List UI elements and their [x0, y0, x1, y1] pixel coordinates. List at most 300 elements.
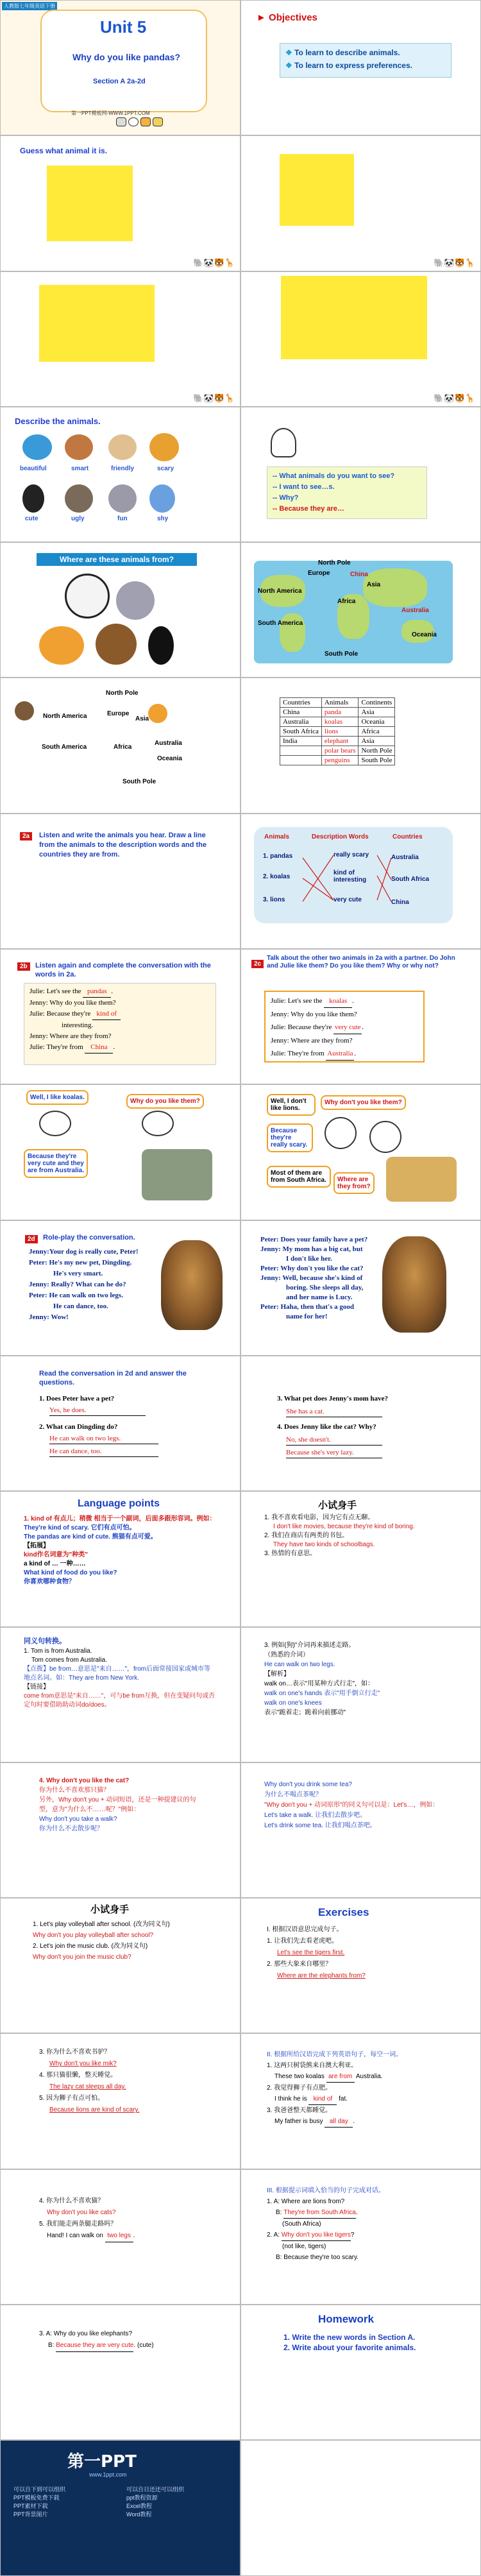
objective-text: To learn to express preferences. — [294, 61, 412, 70]
slide-task-2b — [0, 949, 240, 1084]
objectives-heading — [257, 12, 317, 23]
map-label: North Pole — [106, 690, 139, 697]
practice-answer: They have two kinds of schoolbags. — [273, 1541, 375, 1549]
slide-exercises-6 — [0, 2305, 240, 2440]
exercise-question: 3. 我爸爸整天都睡觉。 — [267, 2107, 332, 2115]
objective-text: To learn to describe animals. — [294, 48, 400, 57]
exercise-line: B: Because they're too scary. — [276, 2253, 359, 2261]
conv-text: Julie: Because they're — [271, 1023, 332, 1032]
match-line — [303, 878, 333, 900]
exercise-intro: II. 根据所给汉语完成下列英语句子，每空一词。 — [267, 2051, 403, 2059]
answer: Because she's very lazy. — [286, 1449, 382, 1458]
animal-icon: 🐘🐼🐯🦒 — [434, 393, 475, 404]
countries-table — [280, 697, 395, 765]
map-label: Europe — [308, 570, 330, 577]
exercise-hint: (South Africa) — [282, 2220, 321, 2228]
task-tag: 2d — [25, 1235, 38, 1243]
country-item: Australia — [391, 853, 419, 861]
conv-line: Julie: Because they're very cute . — [271, 1021, 418, 1034]
conv-line: Peter: Why don't you like the cat? — [260, 1264, 364, 1272]
lets-line: 为什么不喝点茶呢？ — [264, 1791, 322, 1798]
speech-bubble: Because they're really scary. — [267, 1123, 313, 1152]
synonym-line: 【点拨】be from…意思是"来自……"，from后面常接国家或城市等地点名词。如：They are from New York. — [24, 1665, 211, 1682]
dog-image — [161, 1240, 223, 1330]
ex-text: Australia. — [355, 2073, 383, 2081]
penguin-image — [22, 484, 44, 513]
practice-title: 小试身手 — [90, 1904, 130, 1916]
map-label: South America — [42, 744, 87, 751]
answer-blank: China — [85, 1042, 113, 1053]
adj-friendly: friendly — [111, 465, 135, 472]
practice-title: 小试身手 — [318, 1499, 357, 1512]
slide-blank — [240, 2440, 481, 2575]
country-item: China — [391, 898, 409, 906]
exercise-text — [267, 2049, 459, 2128]
ex-text: These two koalas — [274, 2073, 325, 2081]
lp-line: a kind of … 一种…… — [24, 1560, 86, 1568]
ex-text: I think he is — [274, 2095, 307, 2103]
ad-link[interactable]: Excel教程 — [126, 2503, 153, 2510]
task-tag: 2c — [251, 960, 264, 968]
slide-practice-1 — [240, 1491, 481, 1626]
col-header: Animals — [264, 833, 289, 840]
exercise-answer: Why don't you like mik? — [49, 2060, 117, 2068]
slide-why-dont — [0, 1762, 240, 1898]
table-cell: Asia — [359, 708, 395, 717]
dog-image — [382, 1236, 446, 1333]
match-line — [377, 855, 391, 880]
answer-blank: Australia — [326, 1047, 354, 1061]
homework-item: 1. Write the new words in Section A. — [283, 2333, 416, 2342]
peacock-image — [22, 434, 52, 460]
section-label: Section A 2a-2d — [93, 78, 146, 85]
task-instructions: Listen and write the animals you hear. Draw a line from the animals to the description words and the countries they are from. — [39, 831, 207, 858]
ex-text: Hand! I can walk on — [47, 2231, 103, 2239]
slide-exercises-2 — [0, 2033, 240, 2169]
exercise-answer: Because lions are kind of scary. — [49, 2106, 140, 2114]
walk-line: 表示"跪着走；跪着向前挪动" — [264, 1709, 346, 1716]
lets-line: "Why don't you + 动词原形"的同义句可以是：Let's…，例如： — [264, 1801, 439, 1809]
map-label: South Pole — [122, 778, 156, 786]
ad-col-right — [126, 2486, 184, 2519]
synonym-text — [24, 1647, 216, 1710]
dialog-line: -- Why? — [273, 493, 299, 502]
adj-scary: scary — [157, 465, 174, 472]
slide-exercises-5 — [240, 2169, 481, 2305]
roleplay-text — [29, 1247, 157, 1323]
describe-title: Describe the animals. — [15, 416, 101, 426]
col-header: Description Words — [312, 833, 369, 840]
exercises-title: Exercises — [318, 1906, 369, 1919]
conv-line: boring. She sleeps all day, — [286, 1283, 364, 1292]
exercise-question: 5. 我们能走两条腿走路吗？ — [39, 2220, 117, 2228]
table-row — [280, 698, 395, 708]
conv-line: and her name is Lucy. — [286, 1293, 353, 1301]
walk-line: He can walk on two legs. — [264, 1660, 335, 1668]
elephant-icon — [116, 117, 126, 126]
country-item: South Africa — [391, 875, 430, 883]
practice-text — [264, 1514, 457, 1558]
answer-blank: all day — [325, 2116, 353, 2128]
ad-link[interactable]: PPT素材下载 — [13, 2503, 48, 2510]
girl-illustration — [325, 1117, 357, 1149]
course-badge: 人教版七年级英语下册 — [2, 2, 57, 10]
slide-roleplay — [0, 1220, 240, 1356]
practice-answer: I don't like movies, because they're kind of boring. — [273, 1523, 415, 1531]
slide-objectives — [240, 0, 481, 135]
slide-language-points — [0, 1491, 240, 1626]
slide-task-2a — [0, 814, 240, 949]
diamond-bullet-icon: ❖ — [285, 61, 292, 70]
map-label: Africa — [337, 598, 356, 606]
map-label: Africa — [114, 744, 132, 751]
conv-line: Julie: They're from Australia . — [271, 1047, 418, 1061]
practice-text — [33, 1919, 212, 1963]
map-label: Europe — [107, 710, 130, 718]
synonym-title: 同义句转换。 — [24, 1637, 66, 1645]
why-line: 4. Why don't you like the cat? — [39, 1777, 130, 1784]
exercise-line — [267, 2071, 459, 2083]
adj-shy: shy — [157, 515, 169, 522]
objectives-box — [280, 43, 451, 78]
boy-illustration — [369, 1121, 401, 1153]
answer-blank: pandas — [83, 986, 111, 998]
practice-question: 3. 热情的有意思。 — [264, 1550, 317, 1558]
table-row — [280, 727, 395, 737]
panda-icon — [128, 117, 139, 126]
conversation-text — [260, 1235, 401, 1322]
slide-koala-dialog — [0, 1084, 240, 1220]
synonym-line: come from意思是"来自……"，可与be from互换，但在变疑问句或否定句时要借助助动词do/does。 — [24, 1692, 215, 1709]
table-row — [280, 756, 395, 765]
task-tag: 2b — [17, 962, 30, 971]
map-label: South America — [258, 620, 303, 627]
slide-guess-2 — [240, 135, 481, 271]
girl-illustration — [39, 1111, 71, 1136]
walk-line: （熟悉的介词） — [264, 1651, 309, 1659]
ad-link[interactable]: 可以自下到可以组织 — [13, 2486, 66, 2493]
homework-item: 2. Write about your favorite animals. — [283, 2343, 416, 2353]
exercise-answer: Where are the elephants from? — [277, 1972, 366, 1980]
conv-line: Jenny: Well, because she's kind of — [260, 1274, 363, 1282]
animal-icon: 🐘🐼🐯🦒 — [193, 258, 235, 268]
conv-line: Julie: Let's see the pandas . — [30, 986, 210, 998]
match-line — [303, 855, 333, 901]
speech-bubble: Where are they from? — [333, 1172, 375, 1194]
exercise-answer: Why don't you like cats? — [47, 2208, 116, 2216]
why-dont-text — [39, 1776, 206, 1834]
adj-fun: fun — [117, 515, 128, 522]
table-row — [280, 717, 395, 727]
conv-text: Julie: Let's see the — [271, 997, 323, 1005]
conv-line: He's very smart. — [53, 1269, 103, 1277]
bear-image — [15, 701, 34, 721]
conv-line: Jenny:Your dog is really cute, Peter! — [29, 1247, 139, 1256]
conv-line: Julie: Let's see the koalas . — [271, 994, 418, 1008]
speech-bubble: Well, I like koalas. — [26, 1090, 89, 1105]
exercise-question: 1. 这两只树袋熊来自澳大利亚。 — [267, 2062, 358, 2070]
slide-describe — [0, 407, 240, 542]
conv-text: Julie: Let's see the — [30, 987, 81, 996]
answer: He can walk on two legs. — [49, 1435, 158, 1444]
practice-question: 1. Let's play volleyball after school. (改为同义句) — [33, 1921, 170, 1929]
map-label: China — [350, 571, 368, 579]
lp-line: They're kind of scary. 它们有点可怕。 — [24, 1524, 136, 1532]
conversation-box — [24, 983, 216, 1065]
objective-item — [285, 59, 446, 72]
slide-questions — [0, 1356, 240, 1491]
ad-link[interactable]: PPT背景图片 — [13, 2511, 48, 2518]
table-cell: koalas — [321, 717, 359, 727]
exercise-answer: Let's see the tigers first. — [277, 1949, 345, 1957]
conv-text: Julie: They're from — [271, 1050, 325, 1058]
ad-site: www.1ppt.com — [89, 2471, 127, 2478]
question: 1. Does Peter have a pet? — [39, 1394, 115, 1403]
slide-world-map-1 — [240, 542, 481, 678]
dialog-line: -- I want to see…s. — [273, 482, 335, 491]
practice-answer: Why don't you join the music club? — [33, 1954, 131, 1961]
exercise-hint: (not like, tigers) — [282, 2242, 326, 2250]
table-cell: Australia — [280, 717, 322, 727]
exercise-question: 1. A: Where are lions from? — [267, 2197, 345, 2205]
exercise-question: 4. 那只猫很懒，整天睡觉。 — [39, 2072, 117, 2079]
speech-bubble: Why don't you like them? — [321, 1095, 406, 1110]
answer-blank: kind of — [308, 2094, 337, 2105]
conv-line: He can dance, too. — [53, 1302, 108, 1310]
walk-line: walk on one's knees — [264, 1699, 322, 1707]
objectives-title: Objectives — [269, 12, 317, 23]
where-banner: Where are these animals from? — [37, 553, 197, 566]
adj-beautiful: beautiful — [20, 465, 47, 472]
speech-bubble: Well, I don't like lions. — [267, 1094, 316, 1116]
answer-blank: two legs — [105, 2230, 133, 2242]
exercise-question: 2. 那些大象来自哪里？ — [267, 1961, 332, 1968]
boy-illustration — [271, 428, 296, 457]
synonym-line: Tom comes from Australia. — [31, 1656, 107, 1664]
conv-line: Jenny: Wow! — [29, 1313, 69, 1321]
table-cell — [280, 756, 322, 765]
walk-line: 【解析】 — [264, 1670, 290, 1678]
exercise-intro: III. 根据提示词填入恰当的句子完成对话。 — [267, 2187, 385, 2194]
slide-guess-4 — [240, 271, 481, 407]
map-label: Asia — [367, 581, 381, 589]
table-row — [280, 737, 395, 746]
boy-illustration — [142, 1111, 174, 1136]
footer-animals — [193, 259, 235, 268]
slide-synonym — [0, 1627, 240, 1762]
conv-text: Julie: They're from — [30, 1043, 83, 1052]
conv-line: Peter: Haha, then that's a good — [260, 1302, 355, 1311]
map-label: Oceania — [157, 755, 182, 763]
ex-text: My father is busy — [274, 2118, 323, 2126]
objective-item — [285, 46, 446, 59]
word-item: very cute — [333, 896, 362, 903]
continent-sa — [280, 613, 305, 652]
tiger-icon — [140, 117, 151, 126]
conv-line: Jenny: My mom has a big cat, but — [260, 1245, 363, 1253]
ex-text: . — [133, 2231, 135, 2239]
lp-line: The pandas are kind of cute. 熊猫有点可爱。 — [24, 1533, 157, 1541]
bear-image — [96, 624, 137, 665]
lp-line: 你喜欢哪种食物？ — [24, 1578, 75, 1586]
practice-question: 2. 我们在商店有两类的书包。 — [264, 1532, 349, 1540]
exercise-question: 2. 我觉得狮子有点肥。 — [267, 2085, 332, 2092]
speech-bubble: Because they're very cute and they are from Australia. — [24, 1149, 88, 1178]
slide-conversation — [240, 1220, 481, 1356]
answer: No, she doesn't. — [286, 1436, 382, 1446]
lp-line: kind作名词意为"种类" — [24, 1551, 89, 1559]
answer-blank: are from — [326, 2071, 355, 2083]
table-cell: Africa — [359, 727, 395, 737]
lion-image — [149, 433, 179, 461]
animal-stickers — [116, 117, 163, 126]
exercise-intro: I. 根据汉语意思完成句子。 — [267, 1926, 343, 1934]
lion-image — [386, 1157, 457, 1202]
exercise-line: B: Because they are very cute. (cute) — [39, 2340, 225, 2352]
site-url: 第一PPT模板网-WWW.1PPT.COM — [71, 110, 150, 116]
conv-line: Peter: He's my new pet, Dingding. — [29, 1258, 132, 1267]
slide-lets — [240, 1762, 481, 1898]
slide-where-from — [0, 542, 240, 678]
ad-col-left — [13, 2486, 65, 2519]
exercise-line — [39, 2230, 219, 2242]
conversation-box — [264, 991, 425, 1062]
task-tag: 2a — [20, 832, 32, 840]
slide-exercises-4 — [0, 2169, 240, 2305]
map-label: North Pole — [318, 559, 351, 567]
slide-homework — [240, 2305, 481, 2440]
why-line: 你为什么不喜欢那只猫？ — [39, 1786, 110, 1794]
ad-link[interactable]: Word教程 — [126, 2511, 152, 2518]
table-cell — [280, 746, 322, 756]
lets-text — [264, 1780, 450, 1831]
tiger-image — [39, 626, 84, 665]
lets-line: Let's take a walk. 让我们去散步吧。 — [264, 1811, 367, 1819]
table-cell: Countries — [280, 698, 322, 708]
exercise-line: B: They're from South Africa. — [267, 2207, 459, 2219]
speech-bubble: Why do you like them? — [126, 1094, 204, 1109]
slide-title — [0, 0, 240, 135]
slide-task-2c — [240, 949, 481, 1084]
speech-bubble: Most of them are from South Africa. — [267, 1166, 331, 1188]
why-line: 你为什么不去散步呢？ — [39, 1825, 103, 1832]
word-item: kind of interesting — [333, 869, 367, 883]
table-cell: lions — [321, 727, 359, 737]
guess-title: Guess what animal it is. — [20, 146, 108, 156]
synonym-line: 【链接】 — [24, 1683, 49, 1691]
table-cell: South Pole — [359, 756, 395, 765]
lp-text — [24, 1515, 216, 1587]
tiger-image — [148, 704, 167, 723]
slide-practice-2 — [0, 1898, 240, 2033]
hidden-animal-image — [281, 276, 427, 359]
exercise-question: 5. 因为狮子有点可怕。 — [39, 2095, 105, 2103]
conv-line: interesting. — [62, 1021, 94, 1030]
slide-guess-3 — [0, 271, 240, 407]
practice-question: 1. 我不喜欢看电影，因为它有点无聊。 — [264, 1514, 375, 1522]
map-label: Oceania — [412, 631, 437, 639]
exercise-answer: The lazy cat sleeps all day. — [49, 2083, 126, 2091]
conv-line — [30, 1009, 210, 1020]
table-row — [280, 746, 395, 756]
col-header: Countries — [392, 833, 423, 840]
koala-image — [116, 581, 155, 620]
monkey-image — [65, 434, 93, 460]
answer: Yes, he does. — [49, 1406, 146, 1416]
adj-cute: cute — [25, 515, 38, 522]
ad-link[interactable]: 可以自日还还可以组织 — [126, 2486, 185, 2493]
ad-link[interactable]: ppt教程资源 — [126, 2495, 158, 2502]
exercise-line — [267, 2116, 459, 2128]
adj-smart: smart — [71, 465, 89, 472]
map-label: South Pole — [325, 651, 359, 658]
table-cell: China — [280, 708, 322, 717]
map-label: North America — [258, 588, 302, 595]
question: 3. What pet does Jenny's mom have? — [277, 1394, 389, 1403]
ex-text: . — [353, 2118, 355, 2126]
table-cell: Oceania — [359, 717, 395, 727]
exercise-question: 3. A: Why do you like elephants? — [39, 2330, 133, 2338]
answer-blank: Because they are very cute — [56, 2340, 133, 2352]
table-cell: North Pole — [359, 746, 395, 756]
walk-line: walk on…表示"用某种方式行走"，如： — [264, 1680, 375, 1687]
table-row — [280, 708, 395, 717]
lp-line: What kind of food do you like? — [24, 1569, 117, 1577]
table-cell: India — [280, 737, 322, 746]
exercise-text — [39, 2328, 225, 2352]
answer-blank: koalas — [324, 994, 352, 1008]
exercise-question: 3. 你为什么不喜欢书驴？ — [39, 2049, 111, 2056]
table-cell: Continents — [359, 698, 395, 708]
ex-text: fat. — [339, 2095, 348, 2103]
roleplay-title: Role-play the conversation. — [43, 1233, 135, 1241]
hidden-animal-image — [280, 154, 354, 226]
exercise-line — [267, 2094, 459, 2105]
slide-questions-2 — [240, 1356, 481, 1491]
table-cell: penguins — [321, 756, 359, 765]
conv-line: Jenny: Really? What can he do? — [29, 1280, 126, 1288]
walk-line: 3. 例如(狗)"介词再来描述走路。 — [264, 1641, 355, 1649]
mole-image — [65, 484, 93, 513]
why-line: 另外，Why don't you + 动词短语，还是一种提建议的句型，意为"为什么不……呢？"例如： — [39, 1796, 196, 1813]
walk-line: walk on one's hands 表示"用手倒立行走" — [264, 1689, 380, 1697]
conv-line: Peter: Does your family have a pet? — [260, 1235, 368, 1243]
conv-line: Jenny: Where are they from? — [30, 1032, 112, 1041]
slide-lion-dialog — [240, 1084, 481, 1220]
conv-line: name for her! — [286, 1312, 328, 1320]
slide-world-map-2 — [0, 678, 240, 813]
conv-line: Julie: They're from China . — [30, 1042, 210, 1053]
map-label: North America — [43, 713, 87, 721]
koala-image — [142, 1149, 212, 1200]
koala-image — [108, 484, 137, 513]
exercise-text — [39, 2047, 219, 2116]
map-label: Australia — [401, 607, 429, 615]
slide-ad — [0, 2440, 240, 2575]
conv-line: Peter: He can walk on two legs. — [29, 1291, 123, 1299]
synonym-line: 1. Tom is from Australia. — [24, 1647, 92, 1655]
table-cell: polar bears — [321, 746, 359, 756]
table-cell: panda — [321, 708, 359, 717]
ad-link[interactable]: PPT模板免费下载 — [13, 2495, 60, 2502]
slide-animal-table — [240, 678, 481, 813]
practice-answer: Why don't you play volleyball after school? — [33, 1932, 154, 1940]
footer-animals — [434, 394, 475, 404]
exercise-text — [267, 1924, 453, 1982]
table-cell: elephant — [321, 737, 359, 746]
answer-blank: They're from South Africa — [283, 2207, 356, 2219]
conv-line: Jenny: Why do you like them? — [271, 1011, 357, 1019]
